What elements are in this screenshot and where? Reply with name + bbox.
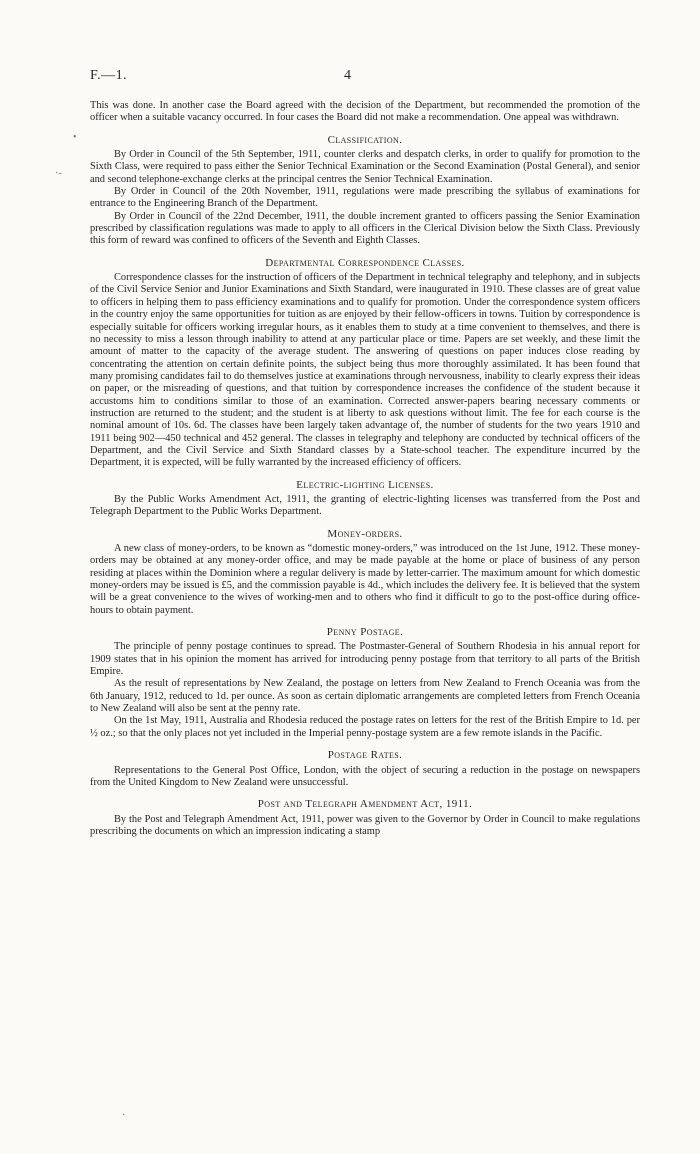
paragraph: By Order in Council of the 22nd December, 1911, the double increment granted to officers passing the Senior Examination prescribed by classification regulations was made to apply to all officers in the Clerical Division below the Sixth Class. Previously this form of reward was confined to officers of the Seventh and Eighth Classes. [90,210,640,247]
paragraph: By Order in Council of the 20th November, 1911, regulations were made prescribing the syllabus of examinations for entrance to the Engineering Branch of the Department. [90,186,640,210]
section-heading-electric-lighting: Electric-lighting Licenses. [296,478,434,491]
paragraph: As the result of representations by New Zealand, the postage on letters from New Zealand to French Oceania was from the 6th January, 1912, reduced to 1d. per ounce. As soon as certain diplomatic arrangements are completed letters from French Oceania to New Zealand will also be sent at the penny rate. [90,678,640,715]
paragraph: The principle of penny postage continues to spread. The Postmaster-General of Southern Rhodesia in his annual report for 1909 states that in his opinion the moment has arrived for introducing penny postage from that territory to all parts of the British Empire. [90,641,640,678]
page-number: 4 [344,68,351,83]
section-heading-amendment-act: Post and Telegraph Amendment Act, 1911. [257,798,473,811]
section-heading-penny-postage: Penny Postage. [326,626,404,639]
section-heading-postage-rates: Postage Rates. [327,749,403,762]
page-reference: F.—1. [90,68,128,83]
margin-mark: · [122,1110,126,1121]
paragraph: On the 1st May, 1911, Australia and Rhodesia reduced the postage rates on letters for the rest of the British Empire to 1d. per ½ oz.; so that the only places not yet included in the Imperial penny-postage system are a few remote islands in the Pacific. [90,715,640,739]
paragraph: A new class of money-orders, to be known as “domestic money-orders,” was introduced on the 1st June, 1912. These money-orders may be obtained at any money-order office, and may be made payable at the home or place of business of any person residing at places within the Dominion where a regular delivery is made by letter-carrier. The maximum amount for which domestic money-orders may be issued is £5, and the commission payable is 4d., which includes the delivery fee. It is believed that the system will be a great convenience to the wives of working-men and to others who find it difficult to go to the post-office during office-hours to obtain payment. [90,543,640,616]
section-heading-correspondence-classes: Departmental Correspondence Classes. [265,256,465,269]
paragraph: Representations to the General Post Office, London, with the object of securing a reduction in the postage on newspapers from the United Kingdom to New Zealand were unsuccessful. [90,764,640,788]
paragraph: Correspondence classes for the instruction of officers of the Department in technical telegraphy and telephony, and in subjects of the Civil Service Senior and Junior Examinations and Sixth Standard, were inaugurated in 1910. These classes are of great value to officers in helping them to pass efficiency examinations and to qualify for promotion. Under the correspondence system officers in the country enjoy the same opportunities for tuition as are enjoyed by their fellow-officers in towns. Tuition by correspondence is especially suitable for officers working irregular hours, as it enables them to study at a time convenient to themselves, and there is no necessity to miss a lesson through inability to attend at any particular place or time. Papers are set weekly, and these limit the amount of matter to the capacity of the average student. The answering of questions on paper induces close reading by concentrating the attention on certain definite points, the subject being thus more thoroughly assimilated. It has been found that many promising candidates fail to do themselves justice at examinations through nervousness, inability to clearly express their ideas on paper, or the misreading of questions, and that tuition by correspondence increases the confidence of the student because it accustoms him to conditions similar to those of an examination. Corrected answer-papers bearing necessary comments or instruction are returned to the student; and the student is at liberty to ask questions without limit. The fee for each course is the nominal amount of 10s. 6d. The classes have been largely taken advantage of, the number of students for the two years 1910 and 1911 being 902—450 technical and 452 general. The classes in telegraphy and telephony are conducted by technical officers of the Department, and the Civil Service and Sixth Standard classes by a State-school teacher. The expenditure incurred by the Department, it is expected, will be fully warranted by the increased efficiency of officers. [90,272,640,469]
margin-mark: • [73,132,77,143]
paragraph: By Order in Council of the 5th September, 1911, counter clerks and despatch clerks, in order to qualify for promotion to the Sixth Class, were required to pass either the Senior Technical Examination or the Second Examination (Postal General), and senior and second telephone-exchange clerks at the principal centres the Senior Technical Examination. [90,149,640,185]
document-body [90,100,640,838]
paragraph: By the Post and Telegraph Amendment Act, 1911, power was given to the Governor by Order in Council to make regulations prescribing the documents on which an impression indicating a stamp [90,813,640,837]
section-heading-money-orders: Money-orders. [327,527,403,540]
paragraph: This was done. In another case the Board agreed with the decision of the Department, but recommended the promotion of the officer when a suitable vacancy occurred. In four cases the Board did not make a recommendation. One appeal was withdrawn. [90,100,640,124]
paragraph: By the Public Works Amendment Act, 1911, the granting of electric-lighting licenses was transferred from the Post and Telegraph Department to the Public Works Department. [90,493,640,518]
margin-mark: ·- [55,168,62,179]
section-heading-classification: Classification. [327,133,403,146]
